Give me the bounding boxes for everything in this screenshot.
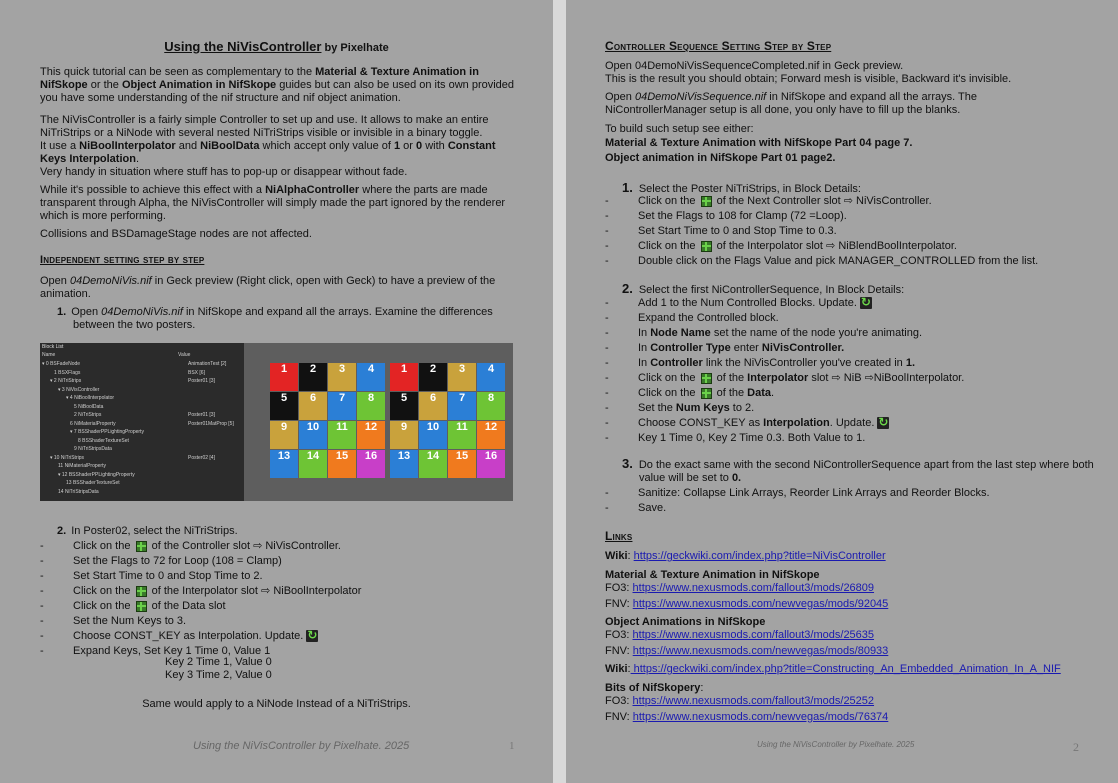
poster02-tile: 15 xyxy=(448,450,476,478)
block-list-row[interactable]: 1 BSXFlags xyxy=(54,369,81,376)
block-list-row[interactable]: 6 NiMaterialProperty xyxy=(70,420,116,427)
page-footer: Using the NiVisController by Pixelhate. 2025 xyxy=(193,740,410,752)
object-fnv-link[interactable]: https://www.nexusmods.com/newvegas/mods/80933 xyxy=(632,645,889,657)
block-list-row[interactable]: ▾ 4 NiBoolInterpolator xyxy=(66,395,115,401)
poster01-tile: 10 xyxy=(299,421,327,449)
step-2-intro: 2. In Poster02, select the NiTriStrips. xyxy=(57,525,238,537)
green-plus-icon xyxy=(701,196,712,207)
list-item: - Set Start Time to 0 and Stop Time to 2. xyxy=(40,569,520,584)
wiki-embedded-row: Wiki: https://geckwiki.com/index.php?title=Constructing_An_Embedded_Animation_In_A_NIF xyxy=(605,663,1061,675)
block-list-title: Block List xyxy=(42,344,64,350)
list-item: - Click on the of the Controller slot ⇨ NiVisController. xyxy=(40,539,520,554)
list-item: - Double click on the Flags Value and pick MANAGER_CONTROLLED from the list. xyxy=(605,254,1085,269)
poster01-tile: 16 xyxy=(357,450,385,478)
green-plus-icon xyxy=(136,586,147,597)
poster01-tile: 14 xyxy=(299,450,327,478)
wiki-link-row: Wiki: https://geckwiki.com/index.php?title=NiVisController xyxy=(605,550,886,562)
block-list-col-name: Name xyxy=(42,352,56,358)
intro-paragraph: This quick tutorial can be seen as complementary to the Material & Texture Animation in NifSkope or the Object Animation in NifSkope guides but can also be used on its own provided you have some understanding of the nif structure and nif object animation. xyxy=(40,66,515,104)
poster01-tile: 12 xyxy=(357,421,385,449)
poster02-tile: 8 xyxy=(477,392,505,420)
poster01-tile: 6 xyxy=(299,392,327,420)
list-item: - Expand the Controlled block. xyxy=(605,311,1085,326)
block-list-row[interactable]: 14 NiTriStripsData xyxy=(58,488,99,495)
section-heading-sequence: Controller Sequence Setting Step by Step xyxy=(605,39,832,53)
description-paragraph: The NiVisController is a fairly simple Controller to set up and use. It allows to make an entire NiTriStrips or a NiNode with several nested NiTriStrips visible or invisible in a binary toggle. It use a NiBoolInterpolator and NiBoolData which accept only value of 1 or 0 with Constant Keys Interpolation. Very handy in situation where stuff has to pop-up or disappear without fade. xyxy=(40,114,496,178)
list-item: - Set the Flags to 108 for Clamp (72 =Loop). xyxy=(605,209,1085,224)
block-list-value: Poster01 [3] xyxy=(188,412,215,418)
refresh-icon xyxy=(877,417,889,429)
block-list-row[interactable]: 9 NiTriStripsData xyxy=(74,446,112,452)
material-fo3-link[interactable]: https://www.nexusmods.com/fallout3/mods/26809 xyxy=(632,582,875,594)
list-item: - Choose CONST_KEY as Interpolation. Update.↻ xyxy=(605,416,1085,431)
seq-step-2: 2. Select the first NiControllerSequence, In Block Details: xyxy=(622,281,905,296)
page-title xyxy=(0,40,553,55)
wiki-embedded-link[interactable]: https://geckwiki.com/index.php?title=Constructing_An_Embedded_Animation_In_A_NIF xyxy=(630,663,1061,675)
poster02-tile: 13 xyxy=(390,450,418,478)
green-plus-icon xyxy=(136,541,147,552)
list-item: - Expand Keys, Set Key 1 Time 0, Value 1 xyxy=(40,644,520,659)
block-list-value: BSX [6] xyxy=(188,369,205,376)
title-author: by Pixelhate xyxy=(321,42,389,54)
block-list-value: Poster01MatProp [5] xyxy=(188,420,234,427)
block-list-col-value: Value xyxy=(178,352,191,358)
green-plus-icon xyxy=(701,388,712,399)
poster02-tile: 9 xyxy=(390,421,418,449)
green-plus-icon xyxy=(701,373,712,384)
block-list-row[interactable]: 2 NiTriStrips xyxy=(74,412,102,418)
poster02-tile: 3 xyxy=(448,363,476,391)
list-item: - Add 1 to the Num Controlled Blocks. Update.↻ xyxy=(605,296,1085,311)
bits-fo3-link[interactable]: https://www.nexusmods.com/fallout3/mods/25252 xyxy=(632,695,875,707)
sequence-nifskope-paragraph: Open 04DemoNiVisSequence.nif in NifSkope and expand all the arrays. The NiControllerManager setup is all done, you only have to fill up the blanks. xyxy=(605,91,977,116)
poster02-tile: 6 xyxy=(419,392,447,420)
poster02-tile: 11 xyxy=(448,421,476,449)
bits-fnv-row: FNV: https://www.nexusmods.com/newvegas/mods/76374 xyxy=(605,711,889,723)
poster01-tile: 13 xyxy=(270,450,298,478)
poster02-tile: 14 xyxy=(419,450,447,478)
seq-step-2-list xyxy=(605,296,1085,446)
poster02-tile: 10 xyxy=(419,421,447,449)
block-list-value: Poster01 [3] xyxy=(188,378,215,384)
alpha-paragraph: While it's possible to achieve this effect with a NiAlphaController where the parts are made transparent through Alpha, the NiVisController will simply made the part ignored by the renderer which is more performing. xyxy=(40,184,506,222)
build-setup-paragraph: To build such setup see either: Material & Texture Animation with NifSkope Part 04 page 7. Object animation in NifSkope Part 01 page2. xyxy=(605,123,913,164)
block-list-row[interactable]: ▾ 7 BSShaderPPLightingProperty xyxy=(70,429,144,435)
list-item: - Sanitize: Collapse Link Arrays, Reorder Link Arrays and Reorder Blocks. xyxy=(605,486,1085,501)
poster02-tile: 2 xyxy=(419,363,447,391)
block-list-row[interactable]: ▾ 12 BSShaderPPLightingProperty xyxy=(58,471,135,478)
list-item: - Click on the of the Interpolator slot ⇨ NiBoolInterpolator xyxy=(40,584,520,599)
poster02-tile: 16 xyxy=(477,450,505,478)
closing-note: Same would apply to a NiNode Instead of a NiTriStrips. xyxy=(142,698,411,710)
list-item: - In Controller Type enter NiVisController. xyxy=(605,341,1085,356)
step-1: 1. Open 04DemoNiVis.nif in NifSkope and expand all the arrays. Examine the differences between the two posters. xyxy=(57,306,493,331)
block-list-row[interactable]: ▾ 2 NiTriStrips xyxy=(50,378,82,384)
block-list-row[interactable]: ▾ 10 NiTriStrips xyxy=(50,454,84,461)
wiki-nivis-link[interactable]: https://geckwiki.com/index.php?title=NiVisController xyxy=(633,550,886,562)
poster02-tile: 4 xyxy=(477,363,505,391)
seq-step-1-list xyxy=(605,194,1085,269)
page-footer: Using the NiVisController by Pixelhate. 2025 xyxy=(757,740,915,749)
list-item: - Click on the of the Data slot xyxy=(40,599,520,614)
poster01-tile: 5 xyxy=(270,392,298,420)
object-fo3-row: FO3: https://www.nexusmods.com/fallout3/mods/25635 xyxy=(605,629,875,641)
bits-fnv-link[interactable]: https://www.nexusmods.com/newvegas/mods/76374 xyxy=(632,711,889,723)
poster01-tile: 9 xyxy=(270,421,298,449)
poster01-tile: 15 xyxy=(328,450,356,478)
seq-step-3-list xyxy=(605,486,1085,516)
list-item: - Choose CONST_KEY as Interpolation. Update.↻ xyxy=(40,629,520,644)
poster01-tile: 7 xyxy=(328,392,356,420)
block-list-row[interactable]: ▾ 0 BSFadeNode xyxy=(42,361,81,367)
list-item: - Save. xyxy=(605,501,1085,516)
material-fnv-row: FNV: https://www.nexusmods.com/newvegas/mods/92045 xyxy=(605,598,889,610)
block-list-row[interactable]: 5 NiBoolData xyxy=(74,403,104,410)
list-item: - Click on the of the Interpolator slot ⇨ NiB ⇨NiBoolInterpolator. xyxy=(605,371,1085,386)
bits-fo3-row: FO3: https://www.nexusmods.com/fallout3/mods/25252 xyxy=(605,695,875,707)
poster02-tile: 1 xyxy=(390,363,418,391)
block-list-row[interactable]: 8 BSShaderTextureSet xyxy=(78,437,129,444)
material-fo3-row: FO3: https://www.nexusmods.com/fallout3/mods/26809 xyxy=(605,582,875,594)
seq-step-1: 1. Select the Poster NiTriStrips, in Block Details: xyxy=(622,180,861,195)
object-fnv-row: FNV: https://www.nexusmods.com/newvegas/mods/80933 xyxy=(605,645,889,657)
seq-step-3: 3. Do the exact same with the second NiControllerSequence apart from the last step where both value will be set to 0. xyxy=(622,456,1094,484)
poster01-tile: 4 xyxy=(357,363,385,391)
step-2-list xyxy=(40,539,520,659)
poster02-tile: 7 xyxy=(448,392,476,420)
poster01-tile: 11 xyxy=(328,421,356,449)
keys-extra: Key 2 Time 1, Value 0 Key 3 Time 2, Value 0 xyxy=(165,656,272,681)
block-list-row[interactable]: 13 BSShaderTextureSet xyxy=(66,480,120,486)
poster02-tile: 5 xyxy=(390,392,418,420)
block-list-value: AnimationTest [2] xyxy=(188,361,227,367)
document-page-1 xyxy=(0,0,553,783)
list-item: - In Controller link the NiVisController you've created in 1. xyxy=(605,356,1085,371)
poster01-tile: 8 xyxy=(357,392,385,420)
list-item: - Key 1 Time 0, Key 2 Time 0.3. Both Value to 1. xyxy=(605,431,1085,446)
poster01-tile: 1 xyxy=(270,363,298,391)
sequence-open-paragraph: Open 04DemoNiVisSequenceCompleted.nif in Geck preview. This is the result you should obtain; Forward mesh is visible, Backward it's invisible. xyxy=(605,60,1012,85)
material-fnv-link[interactable]: https://www.nexusmods.com/newvegas/mods/92045 xyxy=(632,598,889,610)
block-list-row[interactable]: ▾ 3 NiVisController xyxy=(58,386,100,393)
list-item: - In Node Name set the name of the node you're animating. xyxy=(605,326,1085,341)
list-item: - Set the Flags to 72 for Loop (108 = Clamp) xyxy=(40,554,520,569)
object-fo3-link[interactable]: https://www.nexusmods.com/fallout3/mods/25635 xyxy=(632,629,875,641)
object-links-title: Object Animations in NifSkope xyxy=(605,616,766,628)
green-plus-icon xyxy=(136,601,147,612)
section-heading-independent: Independent setting step by step xyxy=(40,254,205,266)
green-plus-icon xyxy=(701,241,712,252)
page-number: 2 xyxy=(1073,740,1079,754)
list-item: - Click on the of the Interpolator slot ⇨ NiBlendBoolInterpolator. xyxy=(605,239,1085,254)
poster01-tile: 2 xyxy=(299,363,327,391)
page-number: 1 xyxy=(509,740,515,752)
list-item: - Set the Num Keys to 2. xyxy=(605,401,1085,416)
collisions-note: Collisions and BSDamageStage nodes are not affected. xyxy=(40,228,312,240)
geck-preview-paragraph: Open 04DemoNiVis.nif in Geck preview (Right click, open with Geck) to have a preview of the animation. xyxy=(40,275,496,300)
list-item: - Set Start Time to 0 and Stop Time to 0.3. xyxy=(605,224,1085,239)
refresh-icon xyxy=(860,297,872,309)
refresh-icon xyxy=(306,630,318,642)
poster-preview-screenshot xyxy=(244,343,513,501)
list-item: - Click on the of the Data. xyxy=(605,386,1085,401)
list-item: - Set the Num Keys to 3. xyxy=(40,614,520,629)
poster01-tile: 3 xyxy=(328,363,356,391)
material-links-title: Material & Texture Animation in NifSkope xyxy=(605,569,820,581)
poster02-tile: 12 xyxy=(477,421,505,449)
block-list-row[interactable]: 11 NiMaterialProperty xyxy=(58,463,106,469)
block-list-value: Poster02 [4] xyxy=(188,454,215,461)
title-main: Using the NiVisController xyxy=(164,39,322,54)
block-list-screenshot xyxy=(40,343,244,501)
links-heading: Links xyxy=(605,529,633,543)
bits-links-title: Bits of NifSkopery: xyxy=(605,682,704,694)
list-item: - Click on the of the Next Controller slot ⇨ NiVisController. xyxy=(605,194,1085,209)
